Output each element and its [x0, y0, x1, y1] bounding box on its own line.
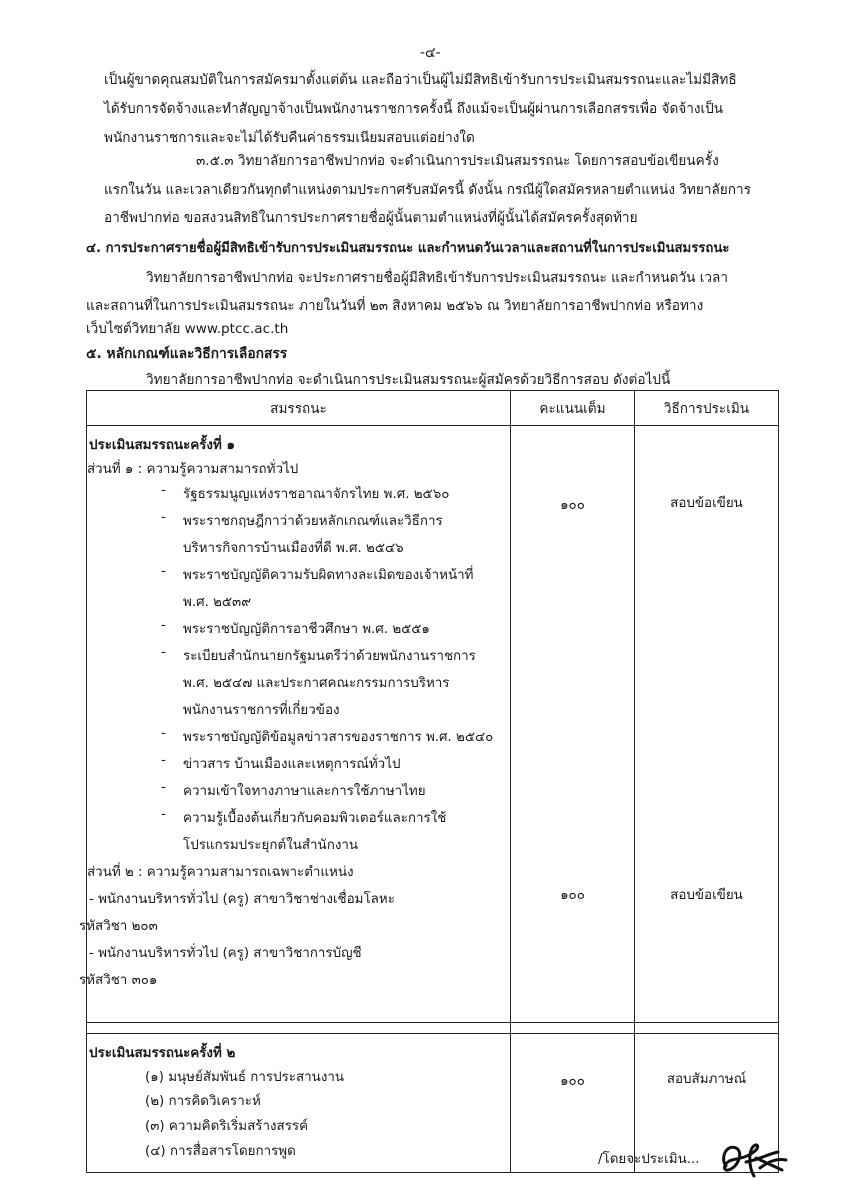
- list-item: พระราชบัญญัติข้อมูลข่าวสารของราชการ พ.ศ. ๒๕๔๐: [183, 730, 494, 745]
- list-dash: -: [161, 483, 166, 498]
- round-1-title: ประเมินสมรรถนะครั้งที่ ๑: [89, 438, 235, 453]
- intro-line-2: ได้รับการจัดจ้างและทำสัญญาจ้างเป็นพนักงานราชการครั้งนี้ ถึงแม้จะเป็นผู้ผ่านการเลือกสรรเพื่อ จัดจ้างเป็น: [104, 101, 724, 117]
- round-1-method-cell: [635, 426, 778, 1022]
- round-2-item: (๔) การสื่อสารโดยการพูด: [145, 1144, 296, 1159]
- list-item: รัฐธรรมนูญแห่งราชอาณาจักรไทย พ.ศ. ๒๕๖๐: [183, 487, 450, 502]
- list-item-continued: โปรแกรมประยุกต์ในสำนักงาน: [183, 838, 359, 853]
- list-item: ระเบียบสำนักนายกรัฐมนตรีว่าด้วยพนักงานราชการ: [183, 649, 476, 664]
- intro-line-3: พนักงานราชการและจะไม่ได้รับคืนค่าธรรมเนียมสอบแต่อย่างใด: [104, 130, 475, 146]
- round-2-score: ๑๐๐: [560, 1074, 585, 1089]
- continuation-text: /โดยจะประเมิน...: [598, 1152, 700, 1167]
- round-2-item: (๒) การคิดวิเคราะห์: [145, 1094, 261, 1109]
- round-2-competency-cell: [87, 1034, 510, 1172]
- round-2-item: (๓) ความคิดริเริ่มสร้างสรรค์: [145, 1119, 309, 1134]
- list-dash: -: [161, 726, 166, 741]
- header-method: วิธีการประเมิน: [635, 391, 779, 426]
- list-item-continued: พนักงานราชการที่เกี่ยวข้อง: [183, 703, 340, 718]
- round-2-item: (๑) มนุษย์สัมพันธ์ การประสานงาน: [145, 1070, 345, 1085]
- page-number: -๔-: [420, 45, 441, 61]
- list-dash: -: [161, 753, 166, 768]
- section-4-heading: ๔. การประกาศรายชื่อผู้มีสิทธิเข้ารับการประเมินสมรรถนะ และกำหนดวันเวลาและสถานที่ในการประเมินสมรรถนะ: [86, 241, 730, 256]
- header-full-score: คะแนนเต็ม: [511, 391, 635, 426]
- list-dash: -: [161, 618, 166, 633]
- position-code: รหัสวิชา ๒๐๓: [79, 919, 158, 934]
- header-competency: สมรรถนะ: [87, 391, 511, 426]
- round-1-score-cell: [511, 426, 634, 1022]
- clause-353-line-1: ๓.๕.๓ วิทยาลัยการอาชีพปากท่อ จะดำเนินการประเมินสมรรถนะ โดยการสอบข้อเขียนครั้ง: [196, 153, 719, 169]
- list-item: พระราชกฤษฎีกาว่าด้วยหลักเกณฑ์และวิธีการ: [183, 514, 443, 529]
- intro-line-1: เป็นผู้ขาดคุณสมบัติในการสมัครมาตั้งแต่ต้น และถือว่าเป็นผู้ไม่มีสิทธิเข้ารับการประเมินสมรรถนะและไม่มีสิทธิ: [104, 72, 737, 88]
- part-1-method: สอบข้อเขียน: [670, 496, 743, 511]
- position-item: - พนักงานบริหารทั่วไป (ครู) สาขาวิชาการบัญชี: [89, 946, 362, 961]
- position-item: - พนักงานบริหารทั่วไป (ครู) สาขาวิชาช่างเชื่อมโลหะ: [89, 892, 395, 907]
- part-1-score: ๑๐๐: [560, 498, 585, 513]
- section-4-line-3: เว็บไซต์วิทยาลัย www.ptcc.ac.th: [86, 321, 289, 337]
- part-1-label: ส่วนที่ ๑ : ความรู้ความสามารถทั่วไป: [87, 462, 299, 477]
- list-item-continued: พ.ศ. ๒๕๔๗ และประกาศคณะกรรมการบริหาร: [183, 676, 450, 691]
- part-2-method: สอบข้อเขียน: [670, 888, 743, 903]
- part-2-score: ๑๐๐: [560, 888, 585, 903]
- round-2-title: ประเมินสมรรถนะครั้งที่ ๒: [89, 1046, 236, 1061]
- clause-353-line-3: อาชีพปากท่อ ขอสงวนสิทธิในการประกาศรายชื่อผู้นั้นตามตำแหน่งที่ผู้นั้นได้สมัครครั้งสุดท้าย: [104, 210, 638, 226]
- round-1-row: [87, 426, 779, 1023]
- list-item: พระราชบัญญัติความรับผิดทางละเมิดของเจ้าหน้าที่: [183, 568, 474, 583]
- section-4-line-2: และสถานที่ในการประเมินสมรรถนะ ภายในวันที่ ๒๓ สิงหาคม ๒๕๖๖ ณ วิทยาลัยการอาชีพปากท่อ หรือทาง: [86, 298, 704, 314]
- list-dash: -: [161, 564, 166, 579]
- list-item: ความรู้เบื้องต้นเกี่ยวกับคอมพิวเตอร์และการใช้: [183, 811, 447, 826]
- position-code: รหัสวิชา ๓๐๑: [79, 973, 158, 988]
- list-item-continued: บริหารกิจการบ้านเมืองที่ดี พ.ศ. ๒๕๔๖: [183, 541, 404, 556]
- list-item: ความเข้าใจทางภาษาและการใช้ภาษาไทย: [183, 784, 426, 799]
- round-1-competency-cell: [79, 426, 510, 1022]
- list-dash: -: [161, 645, 166, 660]
- section-4-line-1: วิทยาลัยการอาชีพปากท่อ จะประกาศรายชื่อผู้มีสิทธิเข้ารับการประเมินสมรรถนะ และกำหนดวัน เวลา: [146, 270, 728, 286]
- section-5-heading: ๕. หลักเกณฑ์และวิธีการเลือกสรร: [86, 346, 288, 362]
- section-5-intro: วิทยาลัยการอาชีพปากท่อ จะดำเนินการประเมินสมรรถนะผู้สมัครด้วยวิธีการสอบ ดังต่อไปนี้: [146, 372, 671, 388]
- round-2-method: สอบสัมภาษณ์: [666, 1072, 747, 1087]
- criteria-table: [79, 390, 779, 1173]
- list-item: ข่าวสาร บ้านเมืองและเหตุการณ์ทั่วไป: [183, 757, 401, 772]
- list-dash: -: [161, 807, 166, 822]
- list-item-continued: พ.ศ. ๒๕๓๙: [183, 595, 252, 610]
- table-spacer-row: [87, 1023, 779, 1034]
- part-2-label: ส่วนที่ ๒ : ความรู้ความสามารถเฉพาะตำแหน่ง: [87, 865, 354, 880]
- list-dash: -: [161, 780, 166, 795]
- table-header-row: [87, 391, 779, 426]
- list-item: พระราชบัญญัติการอาชีวศึกษา พ.ศ. ๒๕๕๑: [183, 622, 430, 637]
- signature-mark: [716, 1136, 792, 1180]
- list-dash: -: [161, 510, 166, 525]
- clause-353-line-2: แรกในวัน และเวลาเดียวกันทุกตำแหน่งตามประกาศรับสมัครนี้ ดังนั้น กรณีผู้ใดสมัครหลายตำแหน่ง วิทยาลัยการ: [104, 182, 751, 198]
